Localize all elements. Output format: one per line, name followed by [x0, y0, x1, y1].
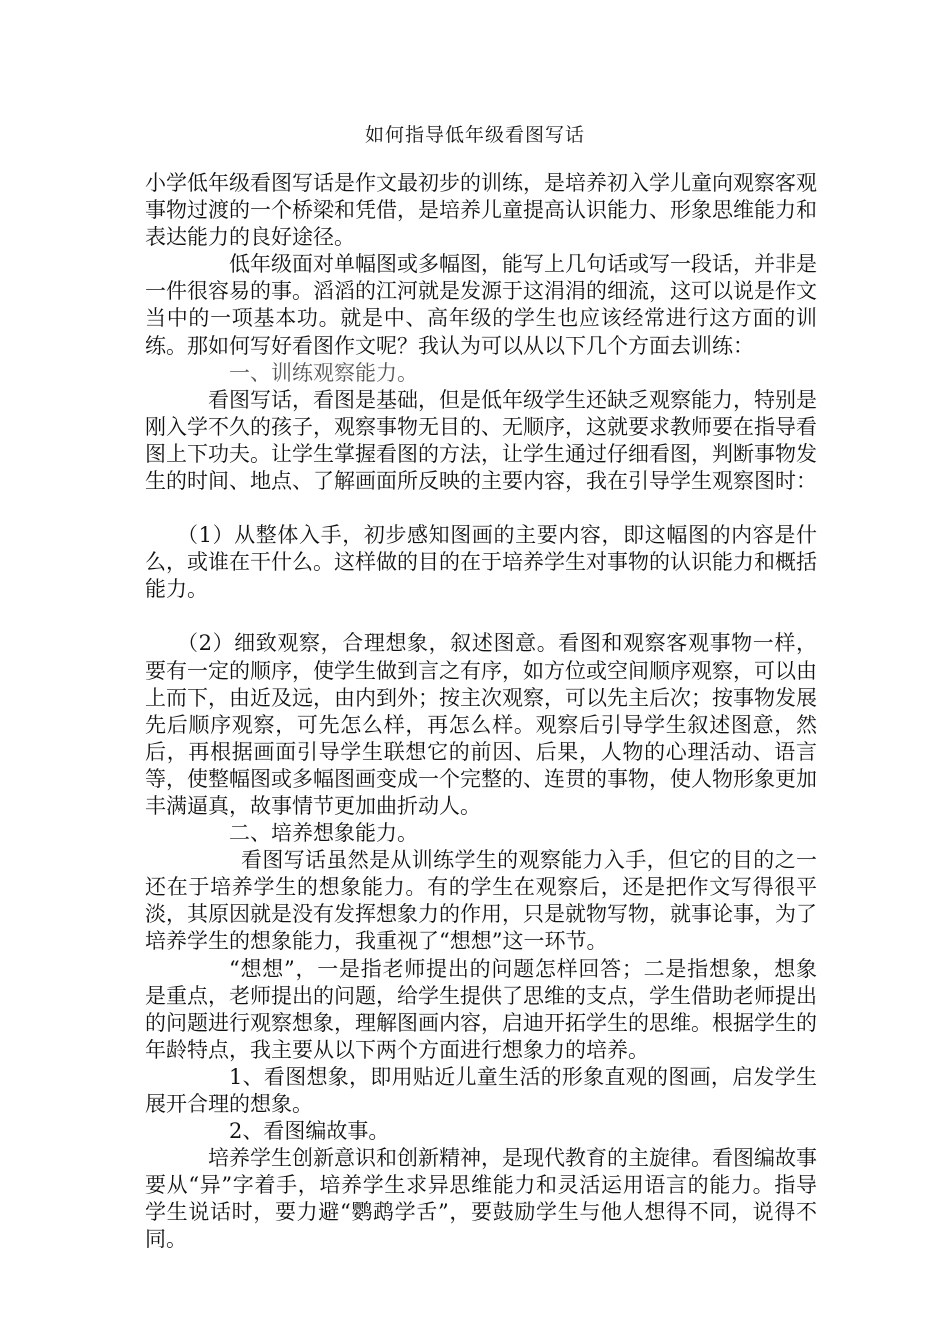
paragraph-method-2: 2、看图编故事。: [229, 1119, 390, 1144]
heading-observation: 一、训练观察能力。: [229, 360, 418, 385]
document-title: 如何指导低年级看图写话: [364, 124, 585, 146]
heading-imagination: 二、培养想象能力。: [229, 821, 418, 846]
paragraph-method-1: 1、看图想象，即用贴近儿童生活的形象直观的图画，启发学生展开合理的想象。: [145, 1064, 817, 1116]
paragraph-thinking: “想想”，一是指老师提出的问题怎样回答；二是指想象，想象是重点，老师提出的问题，给学生提供了思维的支点，学生借助老师提出的问题进行观察想象，理解图画内容，启迪开拓学生的思维。根据学生的年龄特点，我主要从以下两个方面进行想象力的培养。: [145, 956, 817, 1062]
paragraph-imagination: 看图写话虽然是从训练学生的观察能力入手，但它的目的之一还在于培养学生的想象能力。有的学生在观察后，还是把作文写得很平淡，其原因就是没有发挥想象力的作用，只是就物写物，就事论事，为了培养学生的想象能力，我重视了“想想”这一环节。: [145, 848, 817, 954]
paragraph-step-1: （1）从整体入手，初步感知图画的主要内容，即这幅图的内容是什么，或谁在干什么。这样做的目的在于培养学生对事物的认识能力和概括能力。: [145, 523, 817, 602]
paragraph-innovation: 培养学生创新意识和创新精神，是现代教育的主旋律。看图编故事要从“异”字着手，培养学生求异思维能力和灵活运用语言的能力。指导学生说话时，要力避“鹦鹉学舌”，要鼓励学生与他人想得不同，说得不同。: [145, 1146, 817, 1252]
paragraph-observation: 看图写话，看图是基础，但是低年级学生还缺乏观察能力，特别是刚入学不久的孩子，观察事物无目的、无顺序，这就要求教师要在指导看图上下功夫。让学生掌握看图的方法，让学生通过仔细看图，判断事物发生的时间、地点、了解画面所反映的主要内容，我在引导学生观察图时：: [145, 387, 817, 494]
blank-line: [145, 495, 817, 522]
blank-line: [145, 603, 817, 630]
paragraph-difficulty: 低年级面对单幅图或多幅图，能写上几句话或写一段话，并非是一件很容易的事。滔滔的江河就是发源于这涓涓的细流，这可以说是作文当中的一项基本功。就是中、高年级的学生也应该经常进行这方面的训练。那如何写好看图作文呢？我认为可以从以下几个方面去训练：: [145, 252, 817, 358]
paragraph-step-2: （2）细致观察，合理想象，叙述图意。看图和观察客观事物一样，要有一定的顺序，使学生做到言之有序，如方位或空间顺序观察，可以由上而下，由近及远，由内到外；按主次观察，可以先主后次；按事物发展先后顺序观察，可先怎么样，再怎么样。观察后引导学生叙述图意，然后，再根据画面引导学生联想它的前因、后果，人物的心理活动、语言等，使整幅图或多幅图画变成一个完整的、连贯的事物，使人物形象更加丰满逼真，故事情节更加曲折动人。: [145, 631, 817, 818]
document-body: [145, 170, 817, 1254]
paragraph-intro: 小学低年级看图写话是作文最初步的训练，是培养初入学儿童向观察客观事物过渡的一个桥梁和凭借，是培养儿童提高认识能力、形象思维能力和表达能力的良好途径。: [145, 171, 817, 250]
